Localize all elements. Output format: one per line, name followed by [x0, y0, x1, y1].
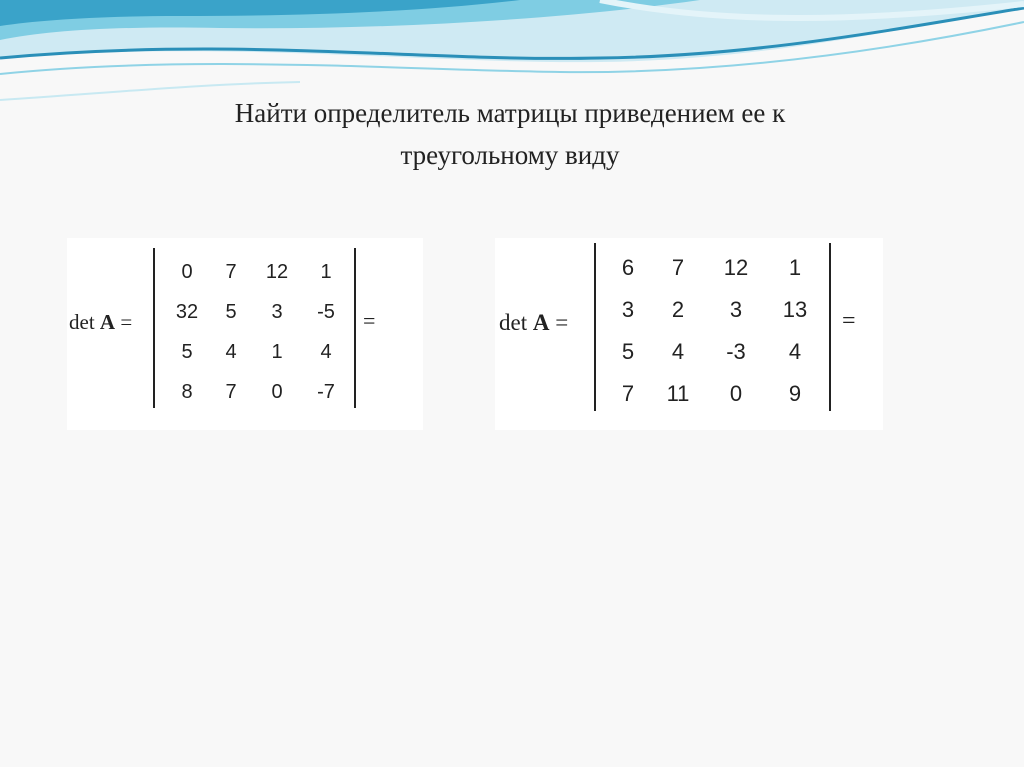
- matrix-cell: 3: [621, 297, 635, 322]
- matrix-cell: 7: [225, 261, 237, 283]
- matrix-cell: 1: [271, 341, 283, 363]
- matrix-cell: 5: [181, 341, 193, 363]
- det-label: [69, 310, 132, 335]
- matrix-cell: 1: [788, 255, 802, 280]
- equals-sign: =: [842, 308, 856, 334]
- left-determinant-bar: [153, 248, 155, 408]
- det-label-suffix: =: [549, 310, 569, 335]
- det-label: [499, 310, 568, 336]
- matrix-cell: 1: [320, 261, 332, 283]
- matrix-cell: 3: [729, 297, 743, 322]
- equals-sign: =: [363, 308, 376, 333]
- matrix-cell: 7: [671, 255, 685, 280]
- matrix-cell: 13: [782, 297, 808, 322]
- matrix-cell: 12: [265, 261, 289, 283]
- det-label-suffix: =: [115, 310, 133, 334]
- matrix-cell: 5: [225, 301, 237, 323]
- matrix-cell: 4: [788, 339, 802, 364]
- det-label-matrix-name: A: [99, 310, 116, 334]
- matrix-cell: 32: [175, 301, 199, 323]
- det-label-matrix-name: A: [532, 310, 550, 335]
- matrix-cell: 7: [225, 381, 237, 403]
- matrix-cell: 4: [225, 341, 237, 363]
- title-line-2: треугольному виду: [400, 140, 620, 170]
- matrix-cell: 2: [671, 297, 685, 322]
- title-line-1: Найти определитель матрицы приведением ее к: [234, 98, 786, 128]
- det-label-prefix: det: [499, 310, 533, 335]
- right-determinant-bar: [829, 243, 831, 411]
- matrix-cell: 9: [788, 381, 802, 406]
- matrix-cell: 0: [729, 381, 743, 406]
- matrix-cell: 5: [621, 339, 635, 364]
- matrix-cell: 8: [181, 381, 193, 403]
- matrix-cells: [165, 252, 351, 412]
- matrix-cell: 0: [181, 261, 193, 283]
- matrix-cell: -5: [317, 301, 335, 323]
- matrix-cell: 11: [666, 381, 690, 406]
- matrix-cell: 6: [621, 255, 635, 280]
- slide-title: [110, 92, 910, 176]
- matrix-cell: 3: [271, 301, 283, 323]
- matrix-cell: -3: [726, 339, 746, 364]
- matrix-cell: 0: [271, 381, 283, 403]
- determinant-matrix-1: [67, 238, 423, 430]
- det-label-prefix: det: [69, 310, 100, 334]
- matrix-cell: 7: [621, 381, 635, 406]
- determinant-matrix-2: [495, 238, 883, 430]
- left-determinant-bar: [594, 243, 596, 411]
- matrix-cell: 4: [320, 341, 332, 363]
- matrix-cell: 12: [723, 255, 749, 280]
- right-determinant-bar: [354, 248, 356, 408]
- matrix-cells: [606, 247, 824, 415]
- matrix-cell: 4: [671, 339, 685, 364]
- matrix-cell: -7: [317, 381, 335, 403]
